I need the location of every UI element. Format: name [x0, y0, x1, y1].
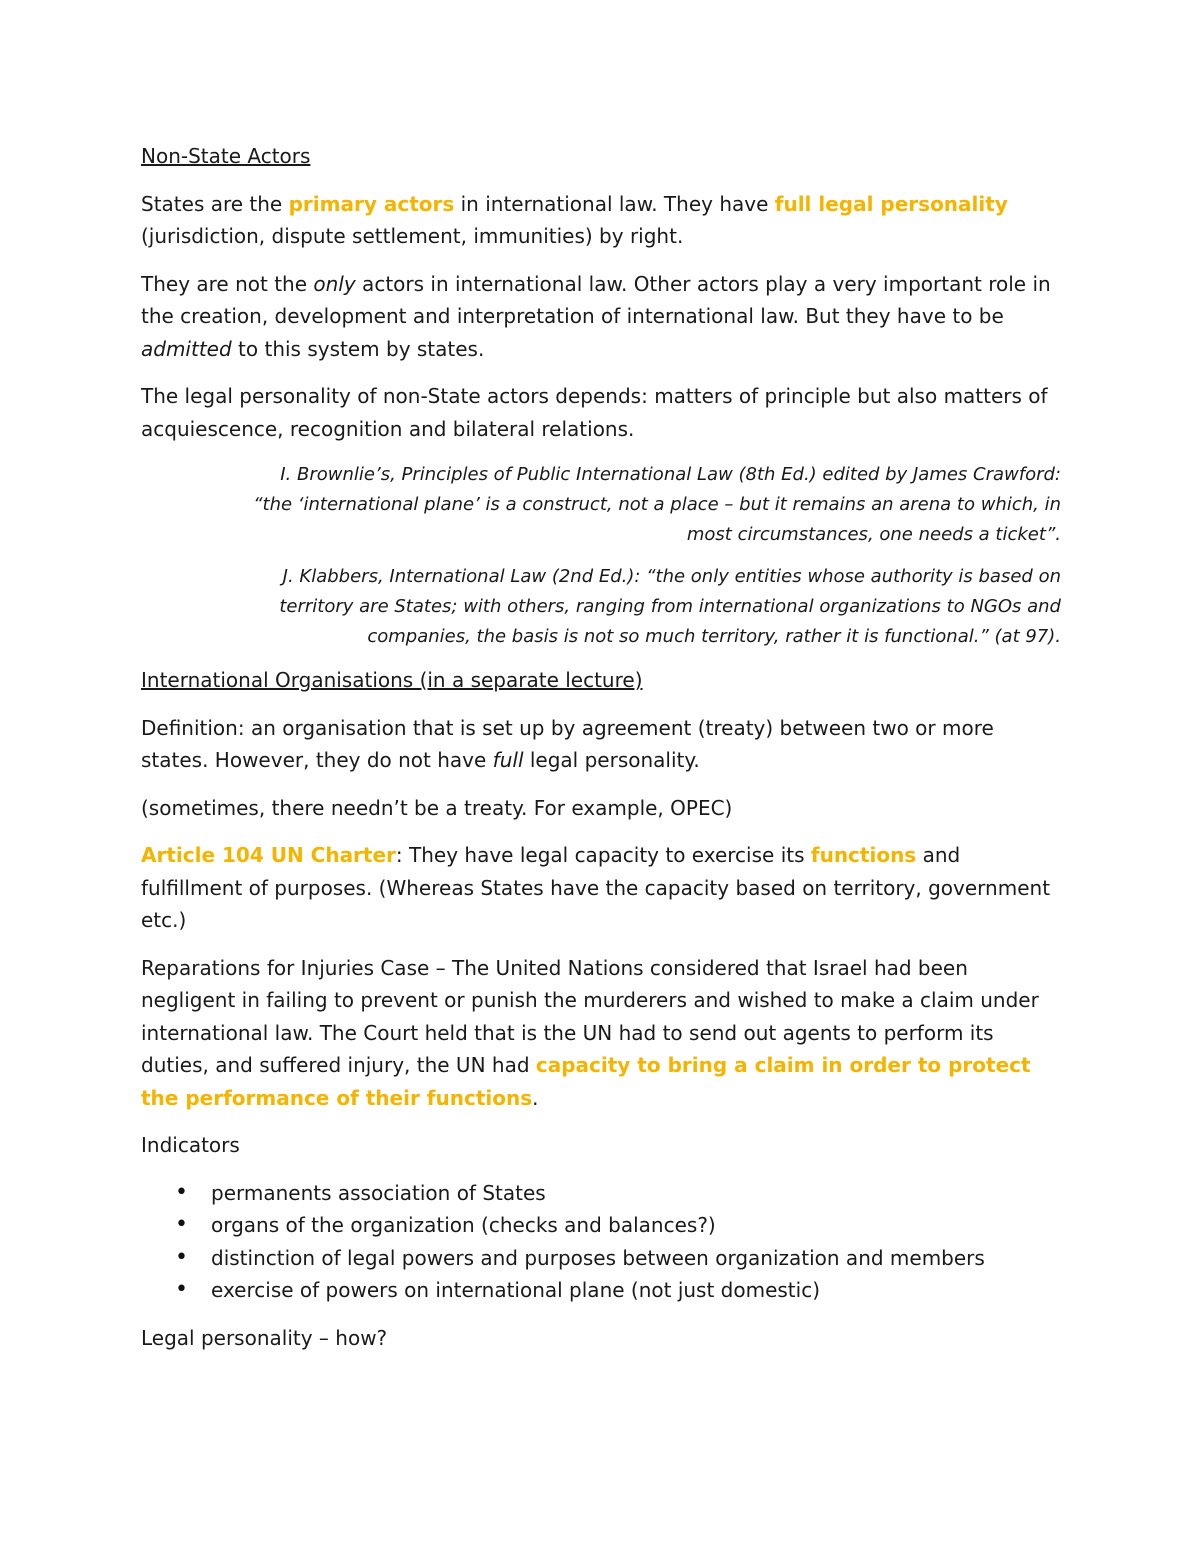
- document-page: [141, 140, 1061, 1369]
- paragraph-not-only-actors: [141, 268, 1061, 366]
- text-run: (jurisdiction, dispute settlement, immunities) by right.: [141, 224, 684, 248]
- list-item: • exercise of powers on international plane (not just domestic): [211, 1274, 1061, 1307]
- indicators-label: Indicators: [141, 1133, 240, 1157]
- text-run: .: [532, 1085, 539, 1110]
- paragraph-definition: [141, 712, 1061, 777]
- paragraph-states-primary: [141, 188, 1061, 253]
- list-item: • permanents association of States: [211, 1177, 1061, 1210]
- emphasis-full: full: [492, 748, 524, 772]
- paragraph-article-104: [141, 839, 1061, 937]
- heading-international-organisations: International Organisations (in a separate lecture): [141, 668, 643, 692]
- paragraph-closing-question: Legal personality – how?: [141, 1325, 388, 1350]
- highlight-primary-actors: primary actors: [288, 191, 455, 216]
- highlight-full-legal-personality: full legal personality: [774, 191, 1008, 216]
- highlight-functions: functions: [810, 843, 917, 867]
- highlight-article-104: Article 104 UN Charter: [141, 843, 396, 867]
- paragraph-legal-personality-depends: The legal personality of non-State actors depends: matters of principle but also matters of acquiescence, recognition and bilateral relations.: [141, 384, 1048, 441]
- list-item: • distinction of legal powers and purposes between organization and members: [211, 1242, 1061, 1275]
- paragraph-opec-note: (sometimes, there needn’t be a treaty. For example, OPEC): [141, 795, 733, 820]
- text-run: actors in international law. Other actors play a very important role in the creation, development and interpretation of international law. But they have to be: [141, 271, 1051, 328]
- highlight-capacity-claim: capacity to bring a claim in order to protect the performance of their functions: [141, 1053, 1031, 1110]
- indicators-list: [141, 1177, 1061, 1307]
- text-run: Reparations for Injuries Case – The United Nations considered that Israel had been negligent in failing to prevent or punish the murderers and wished to make a claim under international law. The Court held that is the UN had to send out agents to perform its duties, and suffered injury, the UN had: [141, 955, 1039, 1077]
- text-run: to this system by states.: [231, 336, 485, 361]
- text-run: States are the: [141, 191, 289, 216]
- text-run: and fulfillment of purposes. (Whereas States have the capacity based on territory, government etc.): [141, 843, 1051, 932]
- quote-klabbers: J. Klabbers, International Law (2nd Ed.): “the only entities whose authority is based on territory are States; with others, ranging from international organizations to NGOs and companies, the basis is not so much territory, rather it is functional.” (at 97).: [279, 566, 1061, 647]
- heading-non-state-actors: Non-State Actors: [141, 144, 311, 168]
- emphasis-admitted: admitted: [141, 336, 232, 361]
- quote-brownlie: I. Brownlie’s, Principles of Public International Law (8th Ed.) edited by James Crawford: “the ‘international plane’ is a construct, not a place – but it remains an arena to which, in most circumstances, one needs a ticket”.: [253, 464, 1061, 545]
- text-run: : They have legal capacity to exercise its: [395, 843, 811, 867]
- text-run: in international law. They have: [454, 191, 775, 216]
- text-run: They are not the: [141, 271, 314, 296]
- text-run: Definition: an organisation that is set up by agreement (treaty) between two or more states. However, they do not have: [141, 715, 994, 772]
- paragraph-reparations-case: [141, 952, 1061, 1115]
- list-item: • organs of the organization (checks and balances?): [211, 1209, 1061, 1242]
- emphasis-only: only: [313, 271, 356, 296]
- text-run: legal personality.: [523, 748, 700, 772]
